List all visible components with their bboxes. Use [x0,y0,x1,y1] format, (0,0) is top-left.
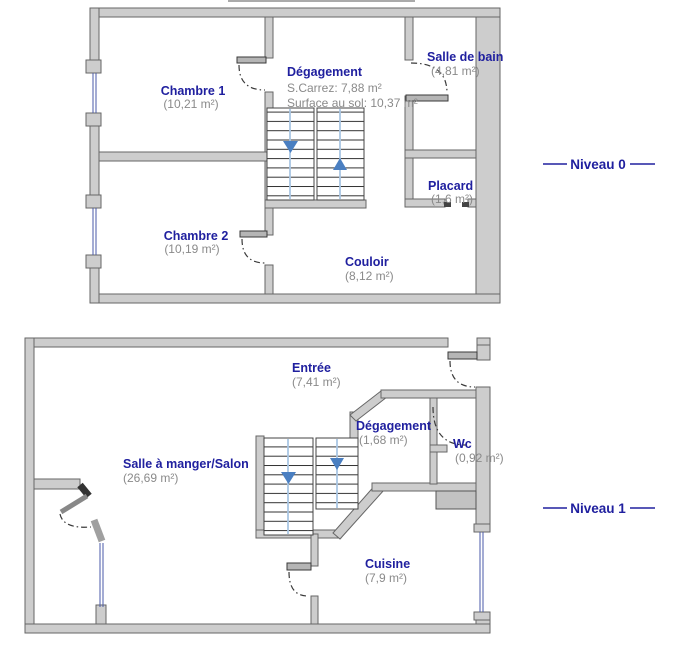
door-arc [239,65,265,90]
entrance-door-leaf [448,352,477,359]
door-arc [242,239,265,263]
room-label-cuisine: Cuisine [365,557,411,571]
room-area-salle-de-bain: (4,81 m²) [431,64,480,78]
room-label-wc: Wc [453,437,472,451]
duct-shaft [436,491,476,509]
wall [430,445,447,452]
wall [265,200,366,208]
wall [99,152,273,161]
room-area-chambre2: (10,19 m²) [164,242,220,256]
wall [25,338,34,633]
level-label-niveau1: Niveau 1 [570,501,626,516]
room-label-salon: Salle à manger/Salon [123,457,249,471]
room-area-sol: Surface au sol: 10,37 m² [287,96,418,110]
windows-niveau1 [100,532,483,612]
room-label-salle-de-bain: Salle de bain [427,50,504,64]
wall [381,390,476,398]
wall [265,17,273,58]
wall [25,624,490,633]
window-jamb [86,255,101,268]
kitchen-door-leaf [287,563,311,570]
room-area-wc: (0,92 m²) [455,451,504,465]
door-leaf [61,496,87,512]
room-area-entree: (7,41 m²) [292,375,341,389]
wall [265,265,273,294]
window-jamb [86,60,101,73]
window-jamb [86,113,101,126]
wall [477,345,490,360]
cropped-top-line [228,0,415,2]
wall [372,483,476,491]
window-jamb [474,524,490,532]
entrance-door-arc [450,361,475,387]
wall [25,338,448,347]
wall-angled [94,520,102,541]
door-post [80,485,89,496]
room-label-chambre1: Chambre 1 [160,84,226,98]
wall [90,294,500,303]
wall [90,8,500,17]
room-area-degagement1: (1,68 m²) [359,433,408,447]
room-area-salon: (26,69 m²) [123,471,179,485]
window-jamb [86,195,101,208]
room-label-degagement1: Dégagement [356,419,432,433]
stairs-niveau0 [267,108,364,200]
kitchen-door-arc [289,572,308,596]
room-area-cuisine: (7,9 m²) [365,571,407,585]
level-marker-niveau1 [543,501,655,516]
room-area-chambre1: (10,21 m²) [163,97,219,111]
wall [311,596,318,624]
level-label-niveau0: Niveau 0 [570,157,626,172]
wall [256,436,264,538]
door-arc [60,514,91,527]
room-area-carrez: S.Carrez: 7,88 m² [287,81,382,95]
room-label-degagement0: Dégagement [287,65,363,79]
walls-niveau1 [25,338,490,633]
wall [34,479,80,489]
wall [405,150,476,158]
door-leaf [237,57,266,63]
window-jamb [96,605,106,624]
wall [405,17,413,60]
room-label-entree: Entrée [292,361,331,375]
plan-niveau0 [86,8,655,303]
window-jamb [474,612,490,620]
room-label-placard: Placard [428,179,474,193]
level-marker-niveau0 [543,157,655,172]
room-label-couloir: Couloir [345,255,389,269]
door-leaf [240,231,267,237]
wall [90,113,99,208]
room-area-couloir: (8,12 m²) [345,269,394,283]
plan-niveau1 [25,338,655,633]
wall [311,534,318,566]
room-label-chambre2: Chambre 2 [163,229,229,243]
room-area-placard: (1,6 m²) [431,192,473,206]
